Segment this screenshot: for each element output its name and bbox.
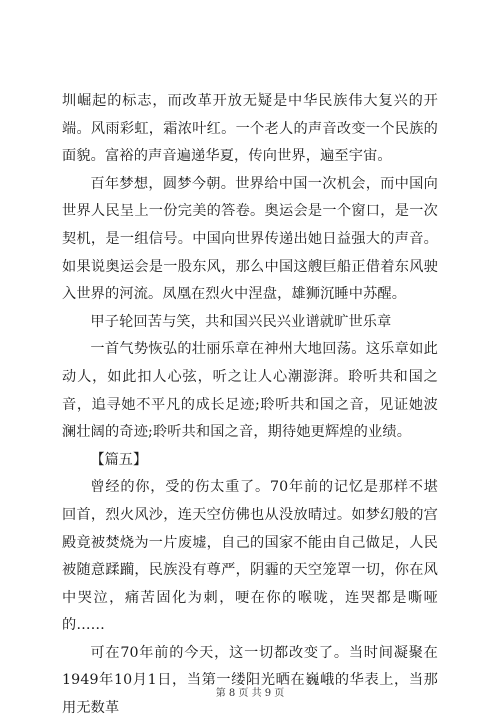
paragraph-6: 曾经的你，受的伤太重了。70年前的记忆是那样不堪回首，烈火风沙，连天空仿佛也从没放晴过。如梦幻般的宫殿竟被焚烧为一片废墟，自己的国家不能由自己做足，人民被随意蹂躏，民族没有尊严，阴霾的天空笼罩一切，你在风中哭泣，痛苦固化为刺，哽在你的喉咙，连哭都是嘶哑的……	[62, 479, 438, 634]
section-heading: 【篇五】	[90, 451, 148, 468]
paragraph-3-subtitle: 甲子轮回苦与笑，共和国兴民兴业谱就旷世乐章	[90, 313, 392, 330]
paragraph-2: 百年梦想，圆梦今朝。世界给中国一次机会，而中国向世界人民呈上一份完美的答卷。奥运会是一个窗口，是一次契机，是一组信号。中国向世界传递出她日益强大的声音。如果说奥运会是一股东风，那么中国这艘巨船正借着东风驶入世界的河流。凤凰在烈火中涅盘，雄狮沉睡中苏醒。	[62, 175, 438, 303]
document-body	[62, 88, 438, 723]
paragraph-7: 可在70年前的今天，这一切都改变了。当时间凝聚在1949年10月1日，当第一缕阳光晒在巍峨的华表上，当那用无数革	[62, 644, 438, 717]
page-footer: 第 8 页 共 9 页	[215, 688, 285, 699]
paragraph-4: 一首气势恢弘的壮丽乐章在神州大地回荡。这乐章如此动人，如此扣人心弦，听之让人心潮澎湃。聆听共和国之音，追寻她不平凡的成长足迹;聆听共和国之音，见证她波澜壮阔的奇迹;聆听共和国之音，期待她更辉煌的业绩。	[62, 341, 438, 441]
paragraph-1: 圳崛起的标志，而改革开放无疑是中华民族伟大复兴的开端。风雨彩虹，霜浓叶红。一个老人的声音改变一个民族的面貌。富裕的声音遍递华夏，传向世界，遍至宇宙。	[62, 93, 438, 165]
